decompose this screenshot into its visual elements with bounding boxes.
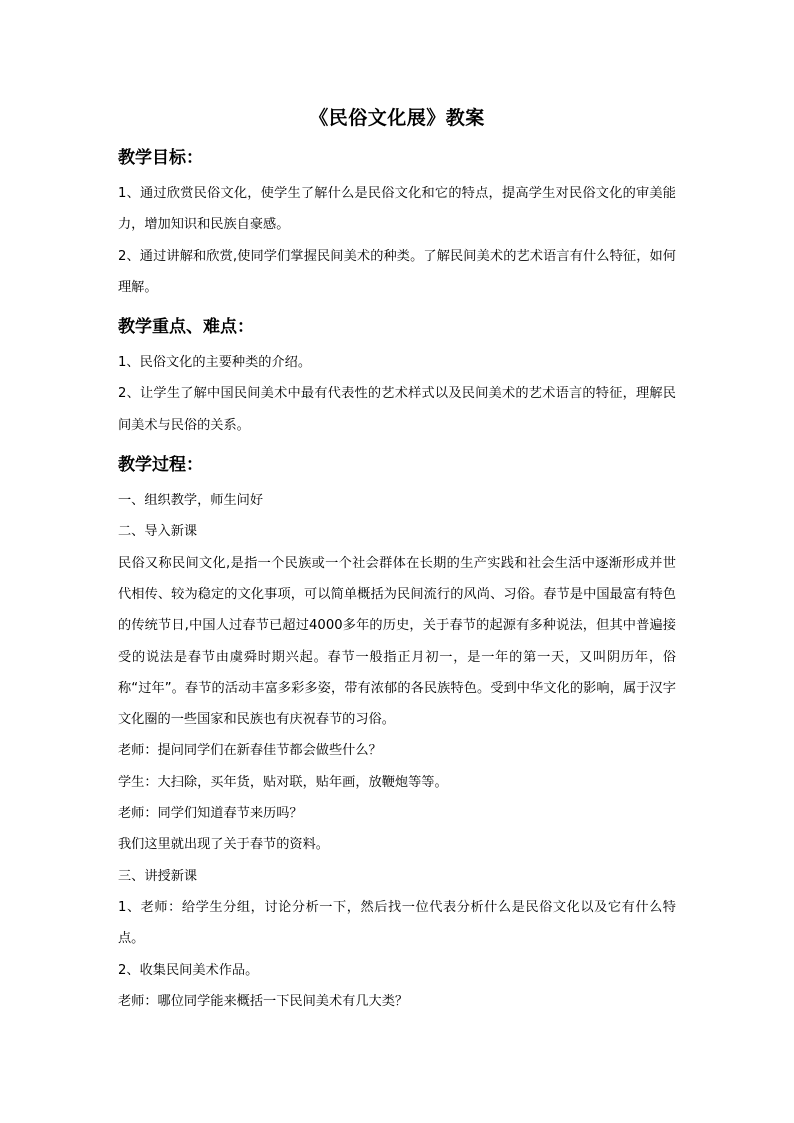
process-item: 我们这里就出现了关于春节的资料。 (118, 837, 329, 853)
process-item: 2、收集民间美术作品。 (118, 962, 259, 978)
process-item: 一、组织教学，师生问好 (118, 493, 264, 509)
process-item: 老师：同学们知道春节来历吗？ (118, 806, 303, 822)
process-item: 学生：大扫除，买年货，贴对联，贴年画，放鞭炮等等。 (118, 774, 448, 790)
document-title: 《民俗文化展》教案 (309, 107, 485, 129)
section-heading-key-points: 教学重点、难点： (118, 317, 254, 338)
process-item: 三、讲授新课 (118, 868, 198, 884)
process-item: 老师：哪位同学能来概括一下民间美术有几大类？ (118, 993, 409, 1009)
objective-item: 1、通过欣赏民俗文化，使学生了解什么是民俗文化和它的特点，提高学生对民俗文化的审美能力，增加知识和民族自豪感。 (118, 186, 676, 233)
key-point-item: 1、民俗文化的主要种类的介绍。 (118, 355, 312, 371)
section-heading-objectives: 教学目标： (118, 148, 203, 168)
process-paragraph: 民俗又称民间文化,是指一个民族或一个社会群体在长期的生产实践和社会生活中逐渐形成并世代相传、较为稳定的文化事项，可以简单概括为民间流行的风尚、习俗。春节是中国最富有特色的传统节日,中国人过春节已超过4000多年的历史，关于春节的起源有多种说法，但其中普遍接受的说法是春节由虞舜时期兴起。春节一般指正月初一，是一年的第一天，又叫阴历年，俗称“过年”。春节的活动丰富多彩多姿，带有浓郁的各民族特色。受到中华文化的影响，属于汉字文化圈的一些国家和民族也有庆祝春节的习俗。 (118, 555, 676, 728)
key-point-item: 2、让学生了解中国民间美术中最有代表性的艺术样式以及民间美术的艺术语言的特征，理解民间美术与民俗的关系。 (118, 386, 676, 433)
process-item: 老师：提问同学们在新春佳节都会做些什么？ (118, 743, 382, 759)
objective-item: 2、通过讲解和欣赏,使同学们掌握民间美术的种类。了解民间美术的艺术语言有什么特征，如何理解。 (118, 248, 676, 295)
process-item: 二、导入新课 (118, 524, 198, 540)
section-heading-process: 教学过程： (118, 455, 203, 476)
process-item: 1、老师：给学生分组，讨论分析一下，然后找一位代表分析什么是民俗文化以及它有什么特点。 (118, 899, 676, 947)
document-body (118, 145, 676, 1017)
